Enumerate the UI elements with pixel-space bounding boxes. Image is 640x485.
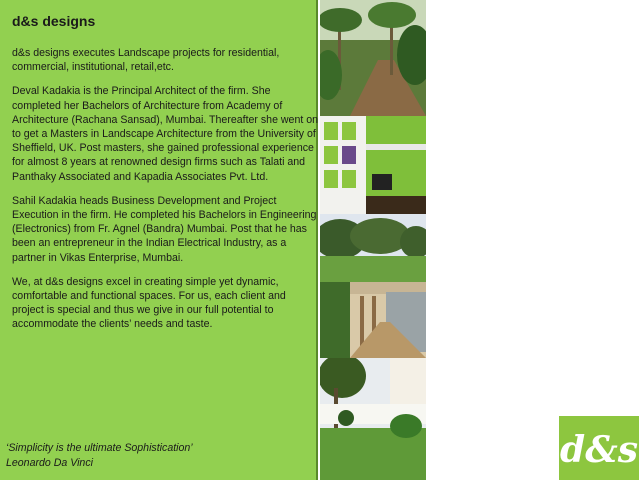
quote-text: ‘Simplicity is the ultimate Sophistication’: [6, 442, 193, 454]
green-interior-photo: [320, 116, 426, 214]
business-paragraph: Sahil Kadakia heads Business Development and Project Execution in the firm. He completed his Bachelors in Engineering (Electronics) from Fr. Agnel (Bandra) Mumbai. Post that he has been an entrepreneur in the Indian Electrical Industry, as a partner in Vikas Enterprise, Mumbai.: [12, 194, 317, 264]
lawn-trees-photo: [320, 214, 426, 282]
palm-garden-photo: [320, 0, 426, 116]
quote-author: Leonardo Da Vinci: [6, 457, 93, 469]
photo-strip: [320, 0, 426, 480]
company-logo: [559, 416, 639, 480]
house-garden-photo: [320, 358, 426, 480]
about-body: [12, 46, 318, 342]
company-title: d&s designs: [12, 13, 96, 29]
intro-paragraph: d&s designs executes Landscape projects for residential, commercial, institutional, retail,etc.: [12, 47, 280, 74]
colonnade-photo: [320, 282, 426, 358]
quote-block: [6, 441, 193, 471]
about-panel: [0, 0, 318, 480]
logo-text: d&s: [560, 429, 638, 471]
philosophy-paragraph: We, at d&s designs excel in creating simple yet dynamic, comfortable and functional spaces. For us, each client and project is special and thus we give in our full potential to accommodate the clients’ needs and taste.: [12, 275, 286, 331]
architect-paragraph: Deval Kadakia is the Principal Architect of the firm. She completed her Bachelors of Architecture from Academy of Architecture (Rachana Sansad), Mumbai. Thereafter she went on to get a Masters in Landscape Architecture from the University of Sheffield, UK. Post masters, she gained professional experience for almost 8 years at renowned design firms such as Talati and Panthaky Associated and Kapadia Associates Pvt. Ltd.: [12, 85, 319, 183]
